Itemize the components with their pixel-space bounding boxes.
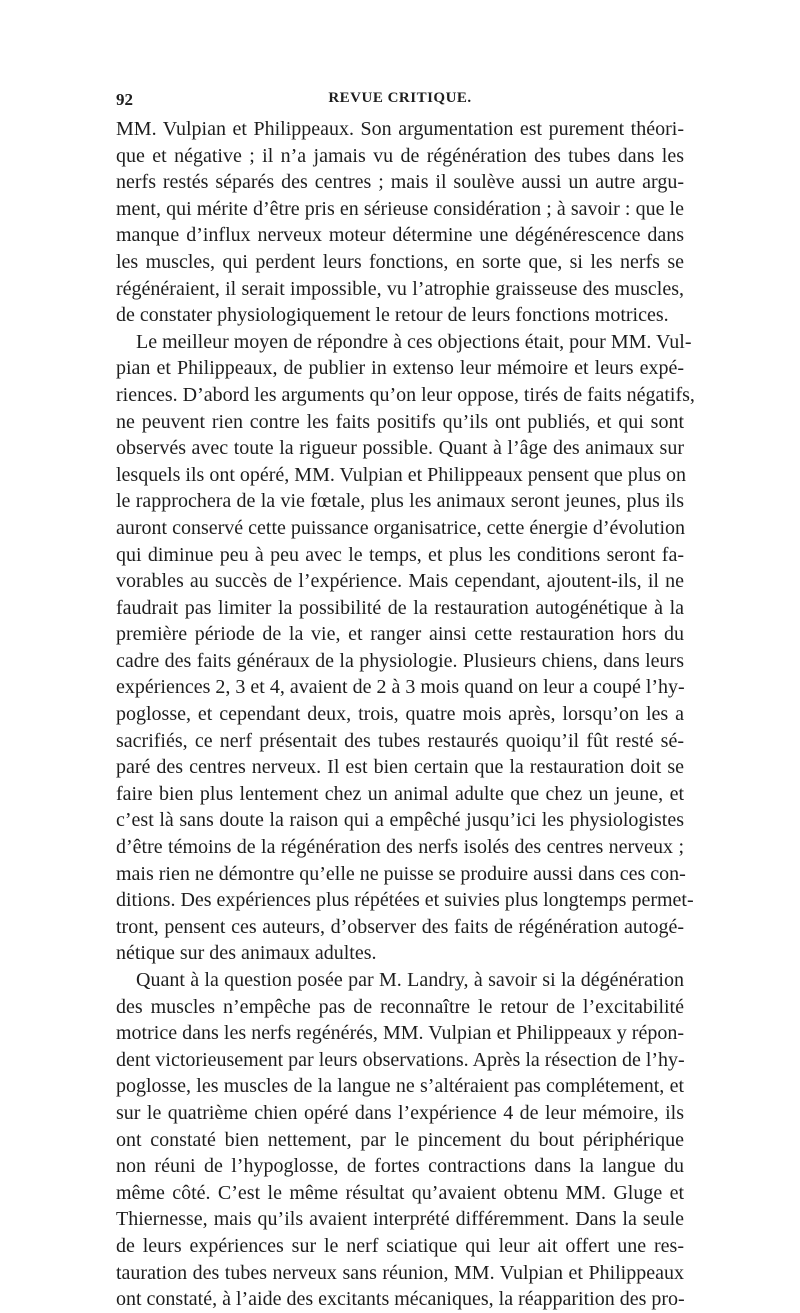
text-line: mais rien ne démontre qu’elle ne puisse se produire aussi dans ces con- bbox=[116, 862, 686, 885]
text-line: motrice dans les nerfs regénérés, MM. Vulpian et Philippeaux y répon- bbox=[116, 1022, 684, 1045]
text-line: ment, qui mérite d’être pris en sérieuse considération ; à savoir : que le bbox=[116, 197, 684, 220]
running-title: REVUE CRITIQUE. bbox=[328, 90, 472, 106]
text-line: dent victorieusement par leurs observations. Après la résection de l’hy- bbox=[116, 1048, 685, 1071]
text-line: vorables au succès de l’expérience. Mais cependant, ajoutent-ils, il ne bbox=[116, 570, 684, 593]
text-line: le rapprochera de la vie fœtale, plus les animaux seront jeunes, plus ils bbox=[116, 490, 684, 513]
text-line: poglosse, et cependant deux, trois, quatre mois après, lorsqu’on les a bbox=[116, 703, 684, 726]
text-line: tauration des tubes nerveux sans réunion, MM. Vulpian et Philippeaux bbox=[116, 1261, 684, 1284]
text-line: ont constaté, à l’aide des excitants mécaniques, la réapparition des pro- bbox=[116, 1288, 685, 1311]
text-line: faudrait pas limiter la possibilité de la restauration autogénétique à la bbox=[116, 596, 684, 619]
text-line: d’être témoins de la régénération des nerfs isolés des centres nerveux ; bbox=[116, 836, 684, 859]
text-line: manque d’influx nerveux moteur détermine une dégénérescence dans bbox=[116, 224, 684, 247]
text-line: auront conservé cette puissance organisatrice, cette énergie d’évolution bbox=[116, 516, 686, 539]
text-line: non réuni de l’hypoglosse, de fortes contractions dans la langue du bbox=[116, 1155, 684, 1178]
text-line: ont constaté bien nettement, par le pincement du bout périphérique bbox=[116, 1128, 684, 1151]
text-line: sacrifiés, ce nerf présentait des tubes restaurés quoiqu’il fût resté sé- bbox=[116, 729, 684, 752]
text-line: qui diminue peu à peu avec le temps, et plus les conditions seront fa- bbox=[116, 543, 684, 566]
text-line: de leurs expériences sur le nerf sciatique qui leur ait offert une res- bbox=[116, 1234, 684, 1257]
text-line: pian et Philippeaux, de publier in extenso leur mémoire et leurs expé- bbox=[116, 357, 684, 380]
body-text bbox=[116, 116, 695, 1313]
text-line: ne peuvent rien contre les faits positifs qu’ils ont publiés, et qui sont bbox=[116, 410, 684, 433]
paragraph-3 bbox=[116, 967, 684, 1313]
text-line: première période de la vie, et ranger ainsi cette restauration hors du bbox=[116, 623, 684, 646]
text-line: faire bien plus lentement chez un animal adulte que chez un jeune, et bbox=[116, 782, 684, 805]
running-head bbox=[116, 90, 684, 116]
paragraph-1 bbox=[116, 116, 684, 329]
text-line: Le meilleur moyen de répondre à ces objections était, pour MM. Vul- bbox=[136, 330, 692, 353]
text-line: sur le quatrième chien opéré dans l’expérience 4 de leur mémoire, ils bbox=[116, 1101, 684, 1124]
text-line: ditions. Des expériences plus répétées et suivies plus longtemps permet- bbox=[116, 889, 694, 912]
text-line: de constater physiologiquement le retour de leurs fonctions motrices. bbox=[116, 304, 669, 327]
text-line: nerfs restés séparés des centres ; mais il soulève aussi un autre argu- bbox=[116, 171, 684, 194]
book-page bbox=[116, 90, 695, 1313]
paragraph-2 bbox=[116, 329, 695, 967]
text-line: Quant à la question posée par M. Landry, à savoir si la dégénération bbox=[136, 969, 684, 991]
text-line: même côté. C’est le même résultat qu’avaient obtenu MM. Gluge et bbox=[116, 1181, 684, 1204]
text-line: nétique sur des animaux adultes. bbox=[116, 942, 377, 965]
text-line: les muscles, qui perdent leurs fonctions, en sorte que, si les nerfs se bbox=[116, 250, 684, 273]
text-line: expériences 2, 3 et 4, avaient de 2 à 3 mois quand on leur a coupé l’hy- bbox=[116, 676, 685, 699]
text-line: MM. Vulpian et Philippeaux. Son argumentation est purement théori- bbox=[116, 118, 684, 140]
text-line: que et négative ; il n’a jamais vu de régénération des tubes dans les bbox=[116, 144, 684, 167]
text-line: Thiernesse, mais qu’ils avaient interprété différemment. Dans la seule bbox=[116, 1208, 684, 1231]
text-line: observés avec toute la rigueur possible. Quant à l’âge des animaux sur bbox=[116, 437, 684, 460]
text-line: cadre des faits généraux de la physiologie. Plusieurs chiens, dans leurs bbox=[116, 649, 684, 672]
text-line: tront, pensent ces auteurs, d’observer des faits de régénération autogé- bbox=[116, 915, 684, 938]
page-number: 92 bbox=[116, 90, 133, 109]
text-line: riences. D’abord les arguments qu’on leur oppose, tirés de faits négatifs, bbox=[116, 383, 695, 406]
text-line: lesquels ils ont opéré, MM. Vulpian et Philippeaux pensent que plus on bbox=[116, 463, 687, 486]
text-line: poglosse, les muscles de la langue ne s’altéraient pas complétement, et bbox=[116, 1075, 684, 1098]
text-line: paré des centres nerveux. Il est bien certain que la restauration doit se bbox=[116, 756, 684, 779]
text-line: régénéraient, il serait impossible, vu l’atrophie graisseuse des muscles, bbox=[116, 277, 684, 300]
text-line: des muscles n’empêche pas de reconnaître le retour de l’excitabilité bbox=[116, 995, 684, 1018]
text-line: c’est là sans doute la raison qui a empêché jusqu’ici les physiologistes bbox=[116, 809, 684, 832]
